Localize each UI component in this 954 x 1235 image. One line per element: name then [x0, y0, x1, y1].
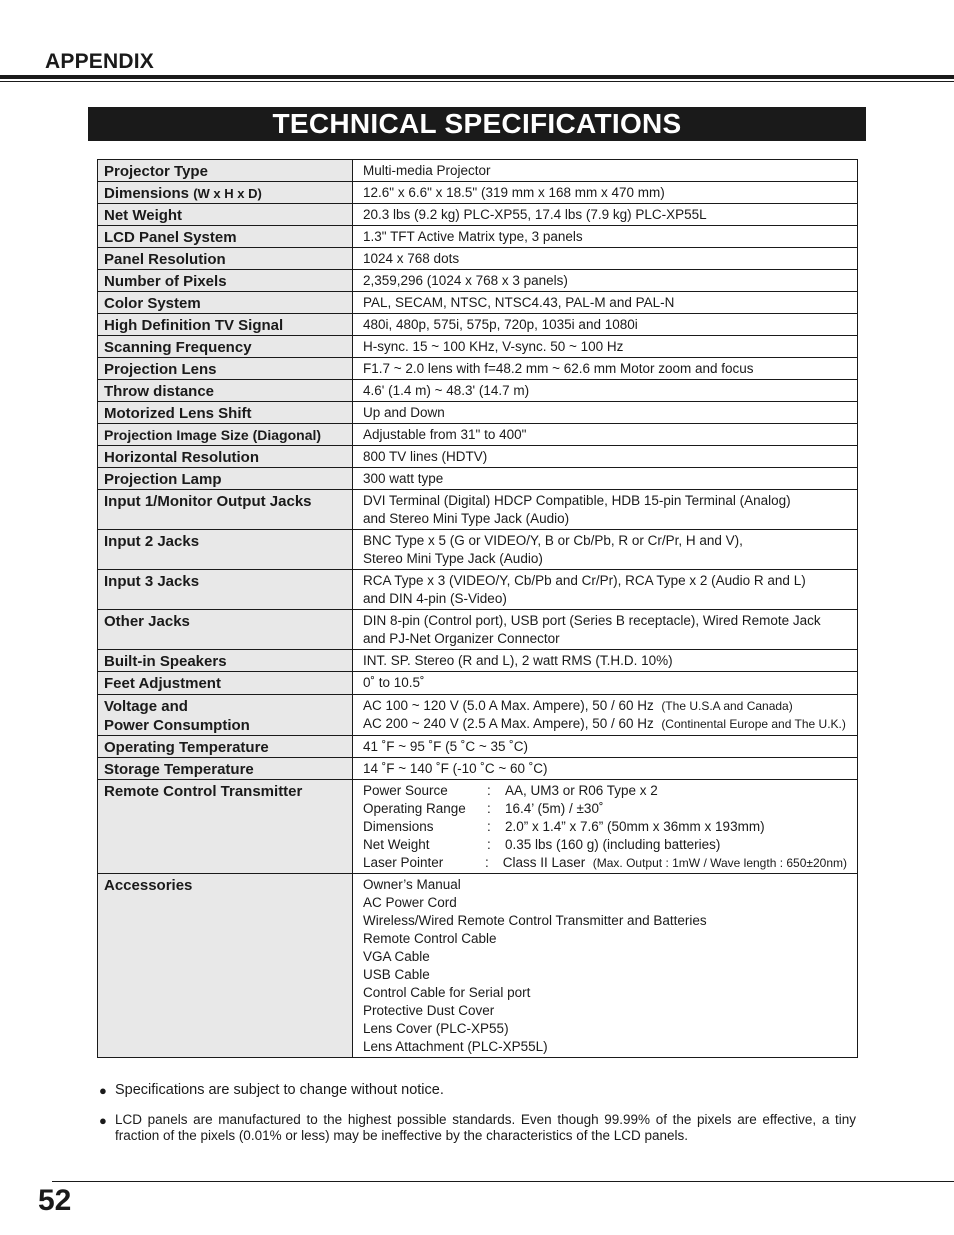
spec-value-line: DVI Terminal (Digital) HDCP Compatible, HDB 15-pin Terminal (Analog) — [363, 493, 791, 508]
spec-value-line: BNC Type x 5 (G or VIDEO/Y, B or Cb/Pb, R or Cr/Pr, H and V), — [363, 533, 743, 548]
remote-spec-sep: : — [487, 801, 491, 816]
remote-spec-note: (Max. Output : 1mW / Wave length : 650±20nm) — [592, 856, 847, 870]
spec-label: Feet Adjustment — [98, 672, 353, 695]
accessories-list — [353, 874, 858, 1058]
spec-table — [97, 159, 858, 1058]
spec-value: 12.6" x 6.6" x 18.5" (319 mm x 168 mm x 470 mm) — [353, 182, 858, 204]
remote-spec-sep: : — [487, 819, 491, 834]
spec-label: Projection Lamp — [98, 468, 353, 490]
accessory-item: AC Power Cord — [363, 895, 457, 910]
spec-label-text: Dimensions — [104, 185, 190, 202]
spec-row — [98, 610, 858, 650]
remote-spec-value: Class II Laser — [502, 855, 586, 870]
spec-label: Input 3 Jacks — [98, 570, 353, 610]
spec-value: 800 TV lines (HDTV) — [353, 446, 858, 468]
note-text: LCD panels are manufactured to the highest possible standards. Even though 99.99% of the pixels are effective, a tiny fraction of the pixels (0.01% or less) may be ineffective by the characteristics of the LCD panels. — [115, 1112, 856, 1143]
spec-value: 0˚ to 10.5˚ — [353, 672, 858, 695]
spec-label: Remote Control Transmitter — [98, 780, 353, 874]
remote-spec-sep: : — [485, 855, 489, 870]
spec-row — [98, 695, 858, 736]
accessory-item: Lens Cover (PLC-XP55) — [363, 1021, 509, 1036]
header-rule — [0, 75, 954, 79]
spec-row — [98, 570, 858, 610]
accessory-item: Control Cable for Serial port — [363, 985, 531, 1000]
spec-label: Projection Image Size (Diagonal) — [98, 424, 353, 446]
power-line-main: AC 200 ~ 240 V (2.5 A Max. Ampere), 50 / 60 Hz — [363, 716, 654, 731]
spec-row — [98, 358, 858, 380]
spec-label — [98, 182, 353, 204]
spec-label-line: Voltage and — [104, 698, 188, 715]
spec-value — [353, 490, 858, 530]
spec-row — [98, 292, 858, 314]
spec-label — [98, 695, 353, 736]
spec-value: 480i, 480p, 575i, 575p, 720p, 1035i and 1080i — [353, 314, 858, 336]
spec-label: Color System — [98, 292, 353, 314]
remote-spec-item — [363, 854, 847, 872]
spec-value: 300 watt type — [353, 468, 858, 490]
spec-value-line: RCA Type x 3 (VIDEO/Y, Cb/Pb and Cr/Pr), RCA Type x 2 (Audio R and L) — [363, 573, 806, 588]
spec-label: Horizontal Resolution — [98, 446, 353, 468]
spec-label-unit: (W x H x D) — [193, 186, 262, 201]
spec-row — [98, 226, 858, 248]
note-text: Specifications are subject to change without notice. — [115, 1082, 444, 1098]
note-item — [99, 1112, 856, 1144]
spec-label: Operating Temperature — [98, 736, 353, 758]
spec-label: Projector Type — [98, 160, 353, 182]
power-line — [363, 697, 847, 715]
spec-label: Built-in Speakers — [98, 650, 353, 672]
spec-value-line: Stereo Mini Type Jack (Audio) — [363, 551, 543, 566]
spec-value: INT. SP. Stereo (R and L), 2 watt RMS (T.H.D. 10%) — [353, 650, 858, 672]
spec-row — [98, 736, 858, 758]
remote-spec-value: 2.0” x 1.4” x 7.6” (50mm x 36mm x 193mm) — [505, 819, 765, 834]
remote-spec-key: Net Weight — [363, 837, 430, 852]
spec-value-line: and PJ-Net Organizer Connector — [363, 631, 560, 646]
spec-row — [98, 446, 858, 468]
spec-row — [98, 402, 858, 424]
footer-rule — [52, 1181, 954, 1182]
spec-row — [98, 160, 858, 182]
remote-spec-value: 16.4’ (5m) / ±30˚ — [505, 801, 604, 816]
spec-value: F1.7 ~ 2.0 lens with f=48.2 mm ~ 62.6 mm Motor zoom and focus — [353, 358, 858, 380]
spec-row — [98, 490, 858, 530]
spec-value: 20.3 lbs (9.2 kg) PLC-XP55, 17.4 lbs (7.9 kg) PLC-XP55L — [353, 204, 858, 226]
spec-value — [353, 570, 858, 610]
remote-spec-item — [363, 800, 847, 818]
remote-spec-key: Dimensions — [363, 819, 434, 834]
section-heading: APPENDIX — [45, 50, 154, 73]
spec-label: Number of Pixels — [98, 270, 353, 292]
spec-label: Motorized Lens Shift — [98, 402, 353, 424]
spec-row — [98, 672, 858, 695]
spec-row — [98, 650, 858, 672]
spec-label: Input 2 Jacks — [98, 530, 353, 570]
spec-label: Other Jacks — [98, 610, 353, 650]
spec-label: Net Weight — [98, 204, 353, 226]
accessory-item: Wireless/Wired Remote Control Transmitter and Batteries — [363, 913, 707, 928]
spec-label-line: Power Consumption — [104, 717, 250, 734]
accessory-item: VGA Cable — [363, 949, 430, 964]
spec-row-accessories — [98, 874, 858, 1058]
spec-value-line: and Stereo Mini Type Jack (Audio) — [363, 511, 570, 526]
remote-spec-value: AA, UM3 or R06 Type x 2 — [505, 783, 658, 798]
accessory-item: Owner’s Manual — [363, 877, 461, 892]
accessory-item: USB Cable — [363, 967, 430, 982]
spec-row — [98, 468, 858, 490]
spec-label: Storage Temperature — [98, 758, 353, 780]
spec-value: Multi-media Projector — [353, 160, 858, 182]
accessory-item: Protective Dust Cover — [363, 1003, 495, 1018]
spec-row — [98, 204, 858, 226]
spec-value: 2,359,296 (1024 x 768 x 3 panels) — [353, 270, 858, 292]
remote-spec-key: Power Source — [363, 783, 448, 798]
power-line-note: (The U.S.A and Canada) — [661, 699, 793, 713]
spec-row — [98, 314, 858, 336]
remote-spec-item — [363, 818, 847, 836]
spec-row — [98, 248, 858, 270]
spec-value-line: and DIN 4-pin (S-Video) — [363, 591, 507, 606]
power-line-note: (Continental Europe and The U.K.) — [661, 717, 846, 731]
bullet-icon: ● — [99, 1113, 107, 1128]
spec-row-remote — [98, 780, 858, 874]
spec-value: Up and Down — [353, 402, 858, 424]
spec-row — [98, 336, 858, 358]
spec-label: High Definition TV Signal — [98, 314, 353, 336]
notes-list — [99, 1082, 856, 1156]
spec-value — [353, 610, 858, 650]
page-title: TECHNICAL SPECIFICATIONS — [88, 107, 866, 141]
spec-value-line: DIN 8-pin (Control port), USB port (Series B receptacle), Wired Remote Jack — [363, 613, 821, 628]
spec-value: Adjustable from 31" to 400" — [353, 424, 858, 446]
remote-spec-key: Laser Pointer — [363, 855, 444, 870]
power-line-main: AC 100 ~ 120 V (5.0 A Max. Ampere), 50 / 60 Hz — [363, 698, 654, 713]
bullet-icon: ● — [99, 1083, 107, 1098]
accessory-item: Remote Control Cable — [363, 931, 497, 946]
remote-spec-key: Operating Range — [363, 801, 466, 816]
power-line — [363, 715, 847, 733]
remote-spec-item — [363, 782, 847, 800]
spec-value: 1024 x 768 dots — [353, 248, 858, 270]
spec-value — [353, 695, 858, 736]
spec-label: Input 1/Monitor Output Jacks — [98, 490, 353, 530]
spec-row — [98, 758, 858, 780]
spec-row — [98, 530, 858, 570]
spec-row — [98, 182, 858, 204]
remote-spec-list — [353, 780, 858, 874]
spec-value: 41 ˚F ~ 95 ˚F (5 ˚C ~ 35 ˚C) — [353, 736, 858, 758]
spec-value: PAL, SECAM, NTSC, NTSC4.43, PAL-M and PAL-N — [353, 292, 858, 314]
page-number: 52 — [38, 1184, 72, 1217]
spec-label: Accessories — [98, 874, 353, 1058]
spec-row — [98, 380, 858, 402]
spec-row — [98, 424, 858, 446]
remote-spec-sep: : — [487, 837, 491, 852]
spec-label: Panel Resolution — [98, 248, 353, 270]
remote-spec-value-wrap — [503, 854, 847, 872]
spec-label: LCD Panel System — [98, 226, 353, 248]
spec-value — [353, 530, 858, 570]
header-rule-thin — [0, 81, 954, 82]
remote-spec-value: 0.35 lbs (160 g) (including batteries) — [505, 837, 721, 852]
note-item — [99, 1082, 856, 1100]
remote-spec-item — [363, 836, 847, 854]
spec-value: H-sync. 15 ~ 100 KHz, V-sync. 50 ~ 100 Hz — [353, 336, 858, 358]
spec-label: Projection Lens — [98, 358, 353, 380]
spec-value: 4.6' (1.4 m) ~ 48.3' (14.7 m) — [353, 380, 858, 402]
remote-spec-sep: : — [487, 783, 491, 798]
spec-value: 1.3" TFT Active Matrix type, 3 panels — [353, 226, 858, 248]
spec-label: Scanning Frequency — [98, 336, 353, 358]
spec-value: 14 ˚F ~ 140 ˚F (-10 ˚C ~ 60 ˚C) — [353, 758, 858, 780]
accessory-item: Lens Attachment (PLC-XP55L) — [363, 1039, 548, 1054]
spec-row — [98, 270, 858, 292]
spec-label: Throw distance — [98, 380, 353, 402]
